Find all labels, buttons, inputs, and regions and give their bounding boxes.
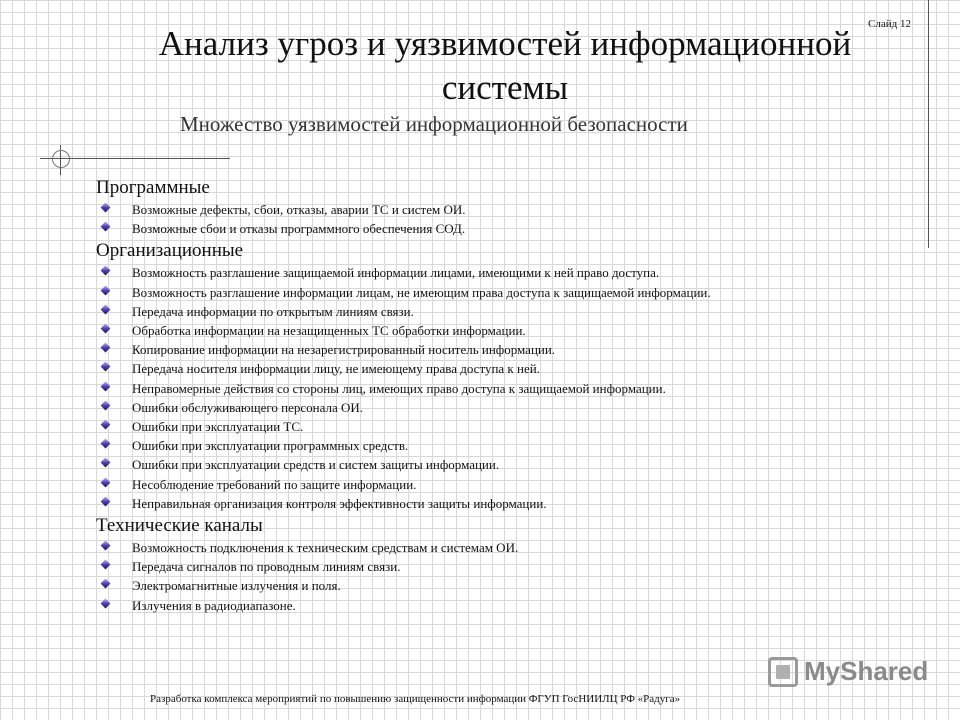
- list-item: [96, 557, 916, 576]
- diamond-bullet-icon: [101, 420, 111, 430]
- list-item: [96, 494, 916, 513]
- diamond-bullet-icon: [101, 222, 111, 232]
- slide-title-line-2: системы: [441, 68, 569, 107]
- list-item-text: Ошибки обслуживающего персонала ОИ.: [132, 399, 363, 415]
- diamond-bullet-icon: [101, 560, 111, 570]
- watermark-text: MyShared: [804, 656, 929, 686]
- list-item: [96, 398, 916, 417]
- list-item-text: Передача носителя информации лицу, не имеющему права доступа к ней.: [132, 361, 540, 377]
- watermark-logo: [768, 656, 928, 687]
- diamond-bullet-icon: [101, 362, 111, 372]
- list-item: [96, 200, 916, 219]
- diamond-bullet-icon: [101, 266, 111, 276]
- diamond-bullet-icon: [101, 304, 111, 314]
- list-item: [96, 596, 916, 615]
- list-item-text: Ошибки при эксплуатации ТС.: [132, 419, 304, 435]
- list-item-text: Передача информации по открытым линиям связи.: [132, 303, 414, 319]
- diamond-bullet-icon: [101, 439, 111, 449]
- list-item: [96, 475, 916, 494]
- diamond-bullet-icon: [101, 381, 111, 391]
- category-heading: Технические каналы: [96, 515, 263, 537]
- list-item: [96, 321, 916, 340]
- diamond-bullet-icon: [101, 458, 111, 468]
- decorative-circle: [52, 150, 70, 168]
- list-item: [96, 302, 916, 321]
- list-item: [96, 436, 916, 455]
- decorative-vertical-line: [928, 0, 929, 248]
- diamond-bullet-icon: [101, 541, 111, 551]
- list-item-text: Возможные сбои и отказы программного обеспечения СОД.: [132, 221, 466, 237]
- list-item-text: Обработка информации на незащищенных ТС обработки информации.: [132, 323, 526, 339]
- list-item-text: Возможные дефекты, сбои, отказы, аварии ТС и систем ОИ.: [132, 202, 466, 217]
- diamond-bullet-icon: [101, 598, 111, 608]
- list-item-text: Несоблюдение требований по защите информации.: [132, 476, 417, 492]
- diamond-bullet-icon: [101, 400, 111, 410]
- diamond-bullet-icon: [101, 343, 111, 353]
- diamond-bullet-icon: [101, 285, 111, 295]
- slide-number: Слайд 12: [868, 18, 911, 30]
- slide-title-line-1: Анализ угроз и уязвимостей информационной: [158, 24, 852, 63]
- list-item: [96, 359, 916, 378]
- diamond-bullet-icon: [101, 203, 111, 213]
- list-item-text: Копирование информации на незарегистрированный носитель информации.: [132, 342, 556, 358]
- list-item: [96, 417, 916, 436]
- slide-title: [100, 22, 910, 110]
- list-item: [96, 263, 916, 282]
- diamond-bullet-icon: [101, 477, 111, 487]
- diamond-bullet-icon: [101, 496, 111, 506]
- list-item: [96, 283, 916, 302]
- list-item: [96, 340, 916, 359]
- category-heading: Программные: [96, 177, 210, 198]
- list-item-text: Излучения в радиодиапазоне.: [132, 597, 296, 613]
- diamond-bullet-icon: [101, 579, 111, 589]
- list-item-text: Возможность подключения к техническим средствам и системам ОИ.: [132, 540, 519, 556]
- list-item-text: Неправомерные действия со стороны лиц, имеющих право доступа к защищаемой информации.: [132, 380, 666, 396]
- list-item-text: Неправильная организация контроля эффективности защиты информации.: [132, 495, 547, 511]
- slide-footer: Разработка комплекса мероприятий по повышению защищенности информации ФГУП ГосНИИЛЦ РФ «Радуга»: [150, 693, 681, 705]
- list-item-text: Возможность разглашение информации лицам, не имеющим права доступа к защищаемой информации.: [132, 284, 711, 300]
- list-item: [96, 538, 916, 557]
- list-item: [96, 219, 916, 238]
- category-heading: Организационные: [96, 240, 244, 262]
- list-item-text: Возможность разглашение защищаемой информации лицами, имеющими к ней право доступа.: [132, 265, 660, 281]
- slide-subtitle: Множество уязвимостей информационной безопасности: [180, 112, 688, 136]
- presentation-icon: [768, 657, 798, 687]
- list-item: [96, 576, 916, 595]
- list-item-text: Электромагнитные излучения и поля.: [132, 578, 341, 594]
- list-item: [96, 379, 916, 398]
- list-item-text: Ошибки при эксплуатации программных средств.: [132, 438, 409, 454]
- list-item: [96, 455, 916, 474]
- vulnerability-list: [96, 175, 916, 615]
- list-item-text: Передача сигналов по проводным линиям связи.: [132, 559, 401, 575]
- list-item-text: Ошибки при эксплуатации средств и систем защиты информации.: [132, 457, 500, 473]
- diamond-bullet-icon: [101, 324, 111, 334]
